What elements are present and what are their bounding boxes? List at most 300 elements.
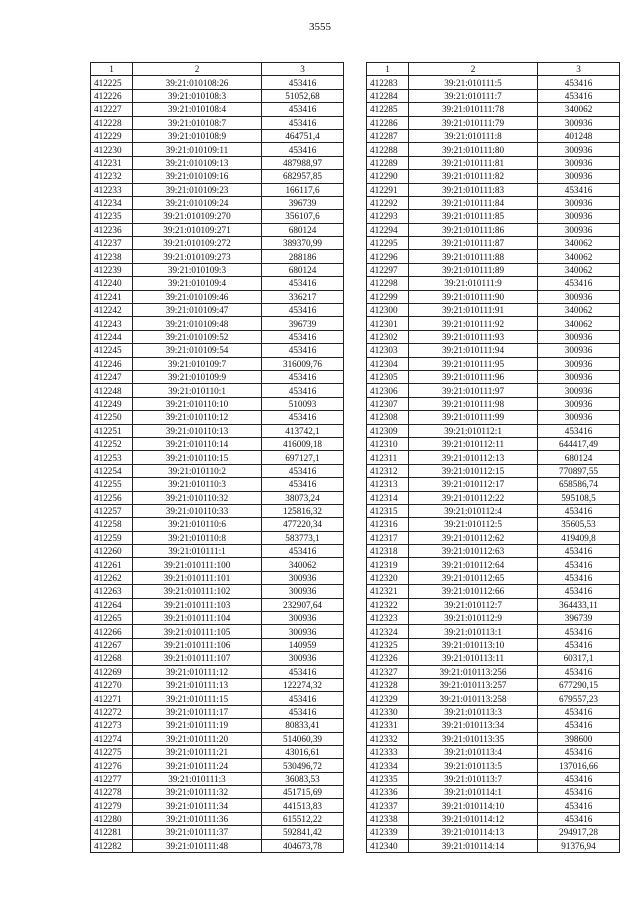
value-cell: 300936 bbox=[538, 370, 620, 383]
value-cell: 140959 bbox=[262, 638, 344, 651]
cadastral-number-cell: 39:21:010109:9 bbox=[133, 370, 262, 383]
row-number-cell: 412258 bbox=[91, 518, 133, 531]
row-number-cell: 412295 bbox=[367, 237, 409, 250]
table-row bbox=[91, 103, 344, 116]
cadastral-number-cell: 39:21:010111:104 bbox=[133, 612, 262, 625]
value-cell: 340062 bbox=[538, 103, 620, 116]
value-cell: 453416 bbox=[262, 76, 344, 89]
cadastral-number-cell: 39:21:010111:102 bbox=[133, 585, 262, 598]
value-cell: 697127,1 bbox=[262, 451, 344, 464]
cadastral-number-cell: 39:21:010109:52 bbox=[133, 330, 262, 343]
row-number-cell: 412321 bbox=[367, 585, 409, 598]
cadastral-number-cell: 39:21:010109:4 bbox=[133, 277, 262, 290]
table-row bbox=[367, 625, 620, 638]
row-number-cell: 412299 bbox=[367, 290, 409, 303]
cadastral-number-cell: 39:21:010111:12 bbox=[133, 665, 262, 678]
row-number-cell: 412304 bbox=[367, 357, 409, 370]
row-number-cell: 412261 bbox=[91, 558, 133, 571]
cadastral-number-cell: 39:21:010109:47 bbox=[133, 304, 262, 317]
table-row bbox=[91, 263, 344, 276]
table-row bbox=[367, 277, 620, 290]
cadastral-number-cell: 39:21:010112:17 bbox=[409, 478, 538, 491]
table-row bbox=[367, 411, 620, 424]
cadastral-number-cell: 39:21:010111:19 bbox=[133, 719, 262, 732]
table-row bbox=[367, 692, 620, 705]
value-cell: 60317,1 bbox=[538, 652, 620, 665]
table-row bbox=[367, 89, 620, 102]
cadastral-number-cell: 39:21:010111:36 bbox=[133, 812, 262, 825]
cadastral-number-cell: 39:21:010111:98 bbox=[409, 397, 538, 410]
cadastral-number-cell: 39:21:010110:10 bbox=[133, 397, 262, 410]
cadastral-number-cell: 39:21:010112:4 bbox=[409, 504, 538, 517]
table-row bbox=[367, 170, 620, 183]
cadastral-number-cell: 39:21:010112:5 bbox=[409, 518, 538, 531]
value-cell: 340062 bbox=[538, 237, 620, 250]
table-row bbox=[91, 545, 344, 558]
value-cell: 453416 bbox=[538, 571, 620, 584]
value-cell: 682957,85 bbox=[262, 170, 344, 183]
row-number-cell: 412290 bbox=[367, 170, 409, 183]
cadastral-number-cell: 39:21:010111:96 bbox=[409, 370, 538, 383]
cadastral-number-cell: 39:21:010111:20 bbox=[133, 732, 262, 745]
table-row bbox=[91, 384, 344, 397]
value-cell: 91376,94 bbox=[538, 839, 620, 852]
column-header: 2 bbox=[133, 63, 262, 76]
table-row bbox=[367, 478, 620, 491]
row-number-cell: 412232 bbox=[91, 170, 133, 183]
cadastral-number-cell: 39:21:010111:103 bbox=[133, 598, 262, 611]
value-cell: 453416 bbox=[262, 384, 344, 397]
cadastral-table-right bbox=[366, 62, 620, 853]
table-row bbox=[367, 143, 620, 156]
table-row bbox=[367, 317, 620, 330]
cadastral-number-cell: 39:21:010110:15 bbox=[133, 451, 262, 464]
table-row bbox=[367, 732, 620, 745]
value-cell: 300936 bbox=[262, 612, 344, 625]
table-row bbox=[367, 759, 620, 772]
value-cell: 300936 bbox=[262, 652, 344, 665]
cadastral-number-cell: 39:21:010111:1 bbox=[133, 545, 262, 558]
table-row bbox=[91, 759, 344, 772]
value-cell: 453416 bbox=[538, 89, 620, 102]
value-cell: 336217 bbox=[262, 290, 344, 303]
row-number-cell: 412274 bbox=[91, 732, 133, 745]
value-cell: 396739 bbox=[262, 196, 344, 209]
row-number-cell: 412236 bbox=[91, 223, 133, 236]
cadastral-number-cell: 39:21:010108:4 bbox=[133, 103, 262, 116]
value-cell: 413742,1 bbox=[262, 424, 344, 437]
value-cell: 644417,49 bbox=[538, 437, 620, 450]
row-number-cell: 412303 bbox=[367, 344, 409, 357]
row-number-cell: 412306 bbox=[367, 384, 409, 397]
cadastral-number-cell: 39:21:010113:3 bbox=[409, 705, 538, 718]
row-number-cell: 412337 bbox=[367, 799, 409, 812]
table-row bbox=[91, 183, 344, 196]
cadastral-number-cell: 39:21:010111:84 bbox=[409, 196, 538, 209]
table-row bbox=[91, 304, 344, 317]
table-row bbox=[91, 156, 344, 169]
row-number-cell: 412338 bbox=[367, 812, 409, 825]
cadastral-number-cell: 39:21:010111:107 bbox=[133, 652, 262, 665]
table-row bbox=[91, 772, 344, 785]
value-cell: 300936 bbox=[262, 625, 344, 638]
value-cell: 510093 bbox=[262, 397, 344, 410]
cadastral-number-cell: 39:21:010112:62 bbox=[409, 531, 538, 544]
row-number-cell: 412225 bbox=[91, 76, 133, 89]
value-cell: 419409,8 bbox=[538, 531, 620, 544]
cadastral-number-cell: 39:21:010110:14 bbox=[133, 437, 262, 450]
table-row bbox=[91, 290, 344, 303]
table-row bbox=[367, 357, 620, 370]
cadastral-number-cell: 39:21:010111:86 bbox=[409, 223, 538, 236]
table-row bbox=[91, 598, 344, 611]
row-number-cell: 412270 bbox=[91, 678, 133, 691]
cadastral-number-cell: 39:21:010111:81 bbox=[409, 156, 538, 169]
row-number-cell: 412276 bbox=[91, 759, 133, 772]
row-number-cell: 412310 bbox=[367, 437, 409, 450]
row-number-cell: 412288 bbox=[367, 143, 409, 156]
table-row bbox=[367, 839, 620, 852]
row-number-cell: 412238 bbox=[91, 250, 133, 263]
cadastral-number-cell: 39:21:010109:272 bbox=[133, 237, 262, 250]
cadastral-number-cell: 39:21:010111:94 bbox=[409, 344, 538, 357]
row-number-cell: 412335 bbox=[367, 772, 409, 785]
row-number-cell: 412325 bbox=[367, 638, 409, 651]
value-cell: 453416 bbox=[262, 370, 344, 383]
cadastral-number-cell: 39:21:010113:258 bbox=[409, 692, 538, 705]
table-row bbox=[367, 612, 620, 625]
table-row bbox=[91, 745, 344, 758]
table-row bbox=[91, 705, 344, 718]
cadastral-number-cell: 39:21:010111:24 bbox=[133, 759, 262, 772]
table-row bbox=[91, 826, 344, 839]
value-cell: 453416 bbox=[262, 692, 344, 705]
cadastral-number-cell: 39:21:010109:11 bbox=[133, 143, 262, 156]
value-cell: 356107,6 bbox=[262, 210, 344, 223]
cadastral-number-cell: 39:21:010111:92 bbox=[409, 317, 538, 330]
value-cell: 453416 bbox=[262, 143, 344, 156]
cadastral-number-cell: 39:21:010111:97 bbox=[409, 384, 538, 397]
cadastral-number-cell: 39:21:010112:64 bbox=[409, 558, 538, 571]
table-row bbox=[91, 116, 344, 129]
row-number-cell: 412233 bbox=[91, 183, 133, 196]
value-cell: 595108,5 bbox=[538, 491, 620, 504]
table-row bbox=[367, 384, 620, 397]
row-number-cell: 412227 bbox=[91, 103, 133, 116]
cadastral-number-cell: 39:21:010114:13 bbox=[409, 826, 538, 839]
row-number-cell: 412284 bbox=[367, 89, 409, 102]
cadastral-number-cell: 39:21:010111:101 bbox=[133, 571, 262, 584]
table-row bbox=[367, 437, 620, 450]
row-number-cell: 412265 bbox=[91, 612, 133, 625]
value-cell: 166117,6 bbox=[262, 183, 344, 196]
row-number-cell: 412314 bbox=[367, 491, 409, 504]
value-cell: 453416 bbox=[262, 705, 344, 718]
row-number-cell: 412253 bbox=[91, 451, 133, 464]
cadastral-number-cell: 39:21:010110:33 bbox=[133, 504, 262, 517]
row-number-cell: 412237 bbox=[91, 237, 133, 250]
table-row bbox=[91, 531, 344, 544]
value-cell: 453416 bbox=[538, 719, 620, 732]
row-number-cell: 412263 bbox=[91, 585, 133, 598]
cadastral-number-cell: 39:21:010111:93 bbox=[409, 330, 538, 343]
table-row bbox=[367, 518, 620, 531]
value-cell: 453416 bbox=[262, 545, 344, 558]
table-row bbox=[367, 638, 620, 651]
value-cell: 453416 bbox=[538, 545, 620, 558]
row-number-cell: 412305 bbox=[367, 370, 409, 383]
value-cell: 615512,22 bbox=[262, 812, 344, 825]
row-number-cell: 412248 bbox=[91, 384, 133, 397]
value-cell: 80833,41 bbox=[262, 719, 344, 732]
cadastral-number-cell: 39:21:010109:24 bbox=[133, 196, 262, 209]
column-header: 3 bbox=[262, 63, 344, 76]
value-cell: 35605,53 bbox=[538, 518, 620, 531]
cadastral-number-cell: 39:21:010113:10 bbox=[409, 638, 538, 651]
row-number-cell: 412278 bbox=[91, 786, 133, 799]
row-number-cell: 412334 bbox=[367, 759, 409, 772]
value-cell: 316009,76 bbox=[262, 357, 344, 370]
row-number-cell: 412309 bbox=[367, 424, 409, 437]
row-number-cell: 412324 bbox=[367, 625, 409, 638]
value-cell: 404673,78 bbox=[262, 839, 344, 852]
value-cell: 453416 bbox=[538, 558, 620, 571]
cadastral-number-cell: 39:21:010113:5 bbox=[409, 759, 538, 772]
cadastral-number-cell: 39:21:010111:88 bbox=[409, 250, 538, 263]
row-number-cell: 412271 bbox=[91, 692, 133, 705]
table-row bbox=[91, 678, 344, 691]
cadastral-number-cell: 39:21:010108:9 bbox=[133, 129, 262, 142]
row-number-cell: 412251 bbox=[91, 424, 133, 437]
cadastral-number-cell: 39:21:010111:105 bbox=[133, 625, 262, 638]
row-number-cell: 412313 bbox=[367, 478, 409, 491]
cadastral-number-cell: 39:21:010114:14 bbox=[409, 839, 538, 852]
table-row bbox=[367, 665, 620, 678]
value-cell: 453416 bbox=[538, 638, 620, 651]
row-number-cell: 412262 bbox=[91, 571, 133, 584]
table-row bbox=[91, 571, 344, 584]
value-cell: 340062 bbox=[538, 250, 620, 263]
row-number-cell: 412316 bbox=[367, 518, 409, 531]
value-cell: 288186 bbox=[262, 250, 344, 263]
cadastral-number-cell: 39:21:010109:7 bbox=[133, 357, 262, 370]
value-cell: 340062 bbox=[538, 317, 620, 330]
value-cell: 43016,61 bbox=[262, 745, 344, 758]
cadastral-number-cell: 39:21:010110:6 bbox=[133, 518, 262, 531]
value-cell: 680124 bbox=[538, 451, 620, 464]
cadastral-number-cell: 39:21:010111:79 bbox=[409, 116, 538, 129]
row-number-cell: 412273 bbox=[91, 719, 133, 732]
value-cell: 453416 bbox=[538, 76, 620, 89]
cadastral-number-cell: 39:21:010111:106 bbox=[133, 638, 262, 651]
table-row bbox=[91, 491, 344, 504]
cadastral-number-cell: 39:21:010111:90 bbox=[409, 290, 538, 303]
cadastral-number-cell: 39:21:010109:23 bbox=[133, 183, 262, 196]
table-row bbox=[91, 719, 344, 732]
table-row bbox=[367, 652, 620, 665]
table-row bbox=[367, 678, 620, 691]
table-row bbox=[91, 317, 344, 330]
cadastral-number-cell: 39:21:010111:89 bbox=[409, 263, 538, 276]
value-cell: 300936 bbox=[538, 210, 620, 223]
table-row bbox=[91, 839, 344, 852]
table-row bbox=[367, 370, 620, 383]
table-row bbox=[91, 250, 344, 263]
table-row bbox=[91, 210, 344, 223]
row-number-cell: 412285 bbox=[367, 103, 409, 116]
row-number-cell: 412243 bbox=[91, 317, 133, 330]
table-row bbox=[367, 210, 620, 223]
row-number-cell: 412312 bbox=[367, 464, 409, 477]
row-number-cell: 412297 bbox=[367, 263, 409, 276]
row-number-cell: 412331 bbox=[367, 719, 409, 732]
cadastral-table-left bbox=[90, 62, 344, 853]
row-number-cell: 412272 bbox=[91, 705, 133, 718]
value-cell: 453416 bbox=[262, 411, 344, 424]
cadastral-number-cell: 39:21:010110:1 bbox=[133, 384, 262, 397]
table-row bbox=[91, 612, 344, 625]
cadastral-number-cell: 39:21:010111:21 bbox=[133, 745, 262, 758]
cadastral-number-cell: 39:21:010109:3 bbox=[133, 263, 262, 276]
row-number-cell: 412281 bbox=[91, 826, 133, 839]
cadastral-number-cell: 39:21:010111:78 bbox=[409, 103, 538, 116]
row-number-cell: 412329 bbox=[367, 692, 409, 705]
value-cell: 300936 bbox=[538, 397, 620, 410]
value-cell: 300936 bbox=[538, 384, 620, 397]
cadastral-number-cell: 39:21:010111:100 bbox=[133, 558, 262, 571]
cadastral-number-cell: 39:21:010112:66 bbox=[409, 585, 538, 598]
table-row bbox=[91, 370, 344, 383]
cadastral-number-cell: 39:21:010109:270 bbox=[133, 210, 262, 223]
table-row bbox=[367, 598, 620, 611]
row-number-cell: 412246 bbox=[91, 357, 133, 370]
value-cell: 679557,23 bbox=[538, 692, 620, 705]
cadastral-number-cell: 39:21:010113:256 bbox=[409, 665, 538, 678]
row-number-cell: 412283 bbox=[367, 76, 409, 89]
value-cell: 530496,72 bbox=[262, 759, 344, 772]
value-cell: 300936 bbox=[538, 344, 620, 357]
cadastral-number-cell: 39:21:010113:34 bbox=[409, 719, 538, 732]
table-row bbox=[91, 89, 344, 102]
row-number-cell: 412277 bbox=[91, 772, 133, 785]
table-row bbox=[91, 76, 344, 89]
cadastral-number-cell: 39:21:010113:4 bbox=[409, 745, 538, 758]
table-row bbox=[367, 826, 620, 839]
row-number-cell: 412250 bbox=[91, 411, 133, 424]
cadastral-number-cell: 39:21:010111:91 bbox=[409, 304, 538, 317]
cadastral-number-cell: 39:21:010112:9 bbox=[409, 612, 538, 625]
value-cell: 451715,69 bbox=[262, 786, 344, 799]
value-cell: 300936 bbox=[538, 156, 620, 169]
value-cell: 125816,32 bbox=[262, 504, 344, 517]
row-number-cell: 412239 bbox=[91, 263, 133, 276]
row-number-cell: 412282 bbox=[91, 839, 133, 852]
table-row bbox=[367, 290, 620, 303]
table-row bbox=[367, 344, 620, 357]
cadastral-number-cell: 39:21:010111:13 bbox=[133, 678, 262, 691]
table-row bbox=[367, 719, 620, 732]
value-cell: 232907,64 bbox=[262, 598, 344, 611]
table-row bbox=[367, 237, 620, 250]
cadastral-number-cell: 39:21:010108:3 bbox=[133, 89, 262, 102]
cadastral-number-cell: 39:21:010111:3 bbox=[133, 772, 262, 785]
row-number-cell: 412266 bbox=[91, 625, 133, 638]
cadastral-number-cell: 39:21:010112:13 bbox=[409, 451, 538, 464]
table-row bbox=[91, 518, 344, 531]
value-cell: 38073,24 bbox=[262, 491, 344, 504]
table-row bbox=[367, 183, 620, 196]
value-cell: 677290,15 bbox=[538, 678, 620, 691]
cadastral-number-cell: 39:21:010111:85 bbox=[409, 210, 538, 223]
table-row bbox=[367, 772, 620, 785]
value-cell: 680124 bbox=[262, 263, 344, 276]
value-cell: 137016,66 bbox=[538, 759, 620, 772]
value-cell: 453416 bbox=[538, 705, 620, 718]
row-number-cell: 412315 bbox=[367, 504, 409, 517]
cadastral-number-cell: 39:21:010110:12 bbox=[133, 411, 262, 424]
table-row bbox=[367, 558, 620, 571]
cadastral-number-cell: 39:21:010112:65 bbox=[409, 571, 538, 584]
row-number-cell: 412291 bbox=[367, 183, 409, 196]
table-row bbox=[367, 464, 620, 477]
cadastral-number-cell: 39:21:010110:3 bbox=[133, 478, 262, 491]
row-number-cell: 412254 bbox=[91, 464, 133, 477]
value-cell: 453416 bbox=[538, 183, 620, 196]
value-cell: 441513,83 bbox=[262, 799, 344, 812]
value-cell: 36083,53 bbox=[262, 772, 344, 785]
table-row bbox=[367, 304, 620, 317]
row-number-cell: 412275 bbox=[91, 745, 133, 758]
table-row bbox=[367, 585, 620, 598]
row-number-cell: 412332 bbox=[367, 732, 409, 745]
cadastral-number-cell: 39:21:010111:32 bbox=[133, 786, 262, 799]
value-cell: 300936 bbox=[262, 585, 344, 598]
row-number-cell: 412241 bbox=[91, 290, 133, 303]
value-cell: 477220,34 bbox=[262, 518, 344, 531]
row-number-cell: 412231 bbox=[91, 156, 133, 169]
value-cell: 453416 bbox=[262, 277, 344, 290]
value-cell: 464751,4 bbox=[262, 129, 344, 142]
value-cell: 453416 bbox=[538, 585, 620, 598]
cadastral-number-cell: 39:21:010112:63 bbox=[409, 545, 538, 558]
row-number-cell: 412328 bbox=[367, 678, 409, 691]
value-cell: 300936 bbox=[538, 170, 620, 183]
cadastral-number-cell: 39:21:010113:11 bbox=[409, 652, 538, 665]
row-number-cell: 412333 bbox=[367, 745, 409, 758]
table-row bbox=[367, 812, 620, 825]
row-number-cell: 412320 bbox=[367, 571, 409, 584]
row-number-cell: 412311 bbox=[367, 451, 409, 464]
row-number-cell: 412234 bbox=[91, 196, 133, 209]
row-number-cell: 412244 bbox=[91, 330, 133, 343]
value-cell: 401248 bbox=[538, 129, 620, 142]
table-row bbox=[91, 330, 344, 343]
row-number-cell: 412259 bbox=[91, 531, 133, 544]
cadastral-number-cell: 39:21:010113:7 bbox=[409, 772, 538, 785]
table-row bbox=[91, 277, 344, 290]
table-row bbox=[367, 531, 620, 544]
row-number-cell: 412226 bbox=[91, 89, 133, 102]
cadastral-number-cell: 39:21:010109:271 bbox=[133, 223, 262, 236]
value-cell: 592841,42 bbox=[262, 826, 344, 839]
value-cell: 453416 bbox=[262, 330, 344, 343]
cadastral-number-cell: 39:21:010111:37 bbox=[133, 826, 262, 839]
cadastral-number-cell: 39:21:010111:95 bbox=[409, 357, 538, 370]
header-row bbox=[91, 63, 344, 76]
row-number-cell: 412229 bbox=[91, 129, 133, 142]
table-row bbox=[91, 504, 344, 517]
row-number-cell: 412296 bbox=[367, 250, 409, 263]
